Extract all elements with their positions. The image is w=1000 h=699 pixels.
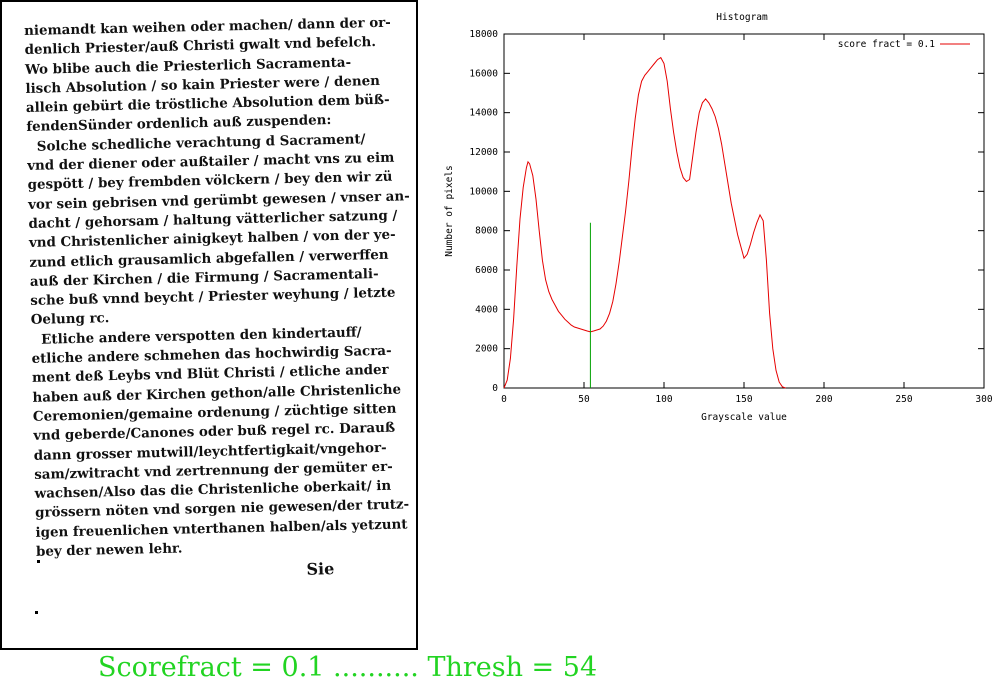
- x-axis-label: Grayscale value: [701, 412, 787, 423]
- scan-speck: [37, 560, 40, 563]
- scan-text-line: wachsen/Also das die Christenliche oberkait/ in: [34, 477, 392, 503]
- y-tick-label: 2000: [475, 343, 498, 355]
- scan-text-line: denlich Priester/auß Christi gwalt vnd befelch.: [24, 34, 377, 59]
- scan-text-line: Solche schedliche verachtung d Sacrament/: [36, 131, 366, 155]
- x-tick-label: 0: [501, 394, 507, 405]
- scan-text-line: vnd der diener oder außtailer / macht vns zu eim: [27, 149, 395, 175]
- scan-text-line: lisch Absolution / so kain Priester were / denen: [25, 72, 381, 97]
- x-tick-label: 250: [895, 394, 913, 405]
- scan-text-line: dacht / gehorsam / haltung vätterlicher satzung /: [28, 207, 398, 232]
- y-tick-label: 14000: [469, 107, 498, 119]
- x-tick-label: 300: [975, 394, 993, 405]
- scan-text-line: gespött / bey frembden völckern / bey den wir zü: [27, 169, 393, 194]
- scan-text-line: vnd geberde/Canones oder buß regel rc. Darauß: [33, 419, 396, 445]
- chart-title: Histogram: [716, 12, 768, 23]
- scan-text-line: igen freuenlichen vnterthanen halben/als yetzunt: [35, 516, 408, 541]
- histogram-series-line: [504, 58, 786, 388]
- scan-text-line: ment deß Leybs vnd Blüt Christi / etliche ander: [31, 362, 389, 387]
- scan-text-line: Wo blibe auch die Priesterlich Sacramenta-: [24, 54, 352, 78]
- scan-text-line: etliche andere schmehen das hochwirdig Sacra-: [31, 342, 392, 367]
- plot-frame: [504, 34, 984, 388]
- legend-label: score fract = 0.1: [837, 39, 935, 50]
- y-tick-label: 12000: [469, 147, 498, 158]
- scan-text-line: Ceremonien/gemaine ordenung / züchtige sitten: [32, 400, 397, 425]
- scan-text-line: Oelung rc.: [30, 310, 110, 329]
- y-tick-label: 8000: [475, 225, 498, 237]
- scanned-text-block: [24, 14, 410, 586]
- scan-text-line: Sie: [306, 559, 335, 580]
- scan-text-line: sam/zwitracht vnd zertrennung der gemüter er-: [34, 458, 393, 483]
- scan-text-line: niemandt kan weihen oder machen/ dann der or-: [24, 14, 391, 39]
- y-axis: [469, 29, 984, 394]
- scan-text-line: bey der newen lehr.: [35, 540, 183, 560]
- y-axis-label: Number of pixels: [444, 165, 455, 257]
- scan-text-line: allein gebürt die tröstliche Absolution dem büß-: [25, 91, 390, 117]
- y-tick-label: 6000: [475, 265, 498, 276]
- y-tick-label: 18000: [469, 29, 498, 40]
- threshold-caption: Scorefract = 0.1 .......... Thresh = 54: [98, 652, 598, 683]
- scanned-text-image: [0, 0, 418, 650]
- scan-text-line: zund etlich grausamlich abgefallen / verwerffen: [29, 246, 389, 271]
- y-tick-label: 10000: [469, 186, 498, 198]
- x-axis: [501, 34, 993, 405]
- y-tick-label: 4000: [475, 304, 498, 316]
- scan-text-line: sche buß vnnd beycht / Priester weyhung / letzte: [30, 284, 396, 310]
- x-tick-label: 200: [815, 394, 833, 405]
- scan-text-line: haben auß der Kirchen gethon/alle Christenliche: [32, 381, 402, 406]
- y-tick-label: 0: [492, 383, 498, 394]
- x-tick-label: 50: [578, 394, 590, 405]
- scan-text-line: fendenSünder ordenlich auß zuspenden:: [26, 112, 332, 136]
- scan-speck: [35, 611, 38, 614]
- scan-text-line: Etliche andere verspotten den kindertauff/: [41, 324, 362, 348]
- scan-text-line: grössern nöten vnd sorgen nie gewesen/der trutz-: [34, 496, 410, 522]
- scan-text-line: dann grosser mutwill/leychtfertigkait/vngehor-: [33, 439, 387, 464]
- x-tick-label: 150: [735, 394, 753, 405]
- x-tick-label: 100: [655, 394, 673, 405]
- scan-text-line: auß der Kirchen / die Firmung / Sacramentali-: [29, 265, 379, 290]
- y-tick-label: 16000: [469, 68, 498, 80]
- scan-text-line: vnd Christenlicher ainigkeyt halben / von der ye-: [28, 226, 396, 252]
- histogram-chart: [430, 0, 1000, 430]
- scan-text-line: vor sein gebrisen vnd gerümbt gewesen / vnser an-: [27, 187, 410, 213]
